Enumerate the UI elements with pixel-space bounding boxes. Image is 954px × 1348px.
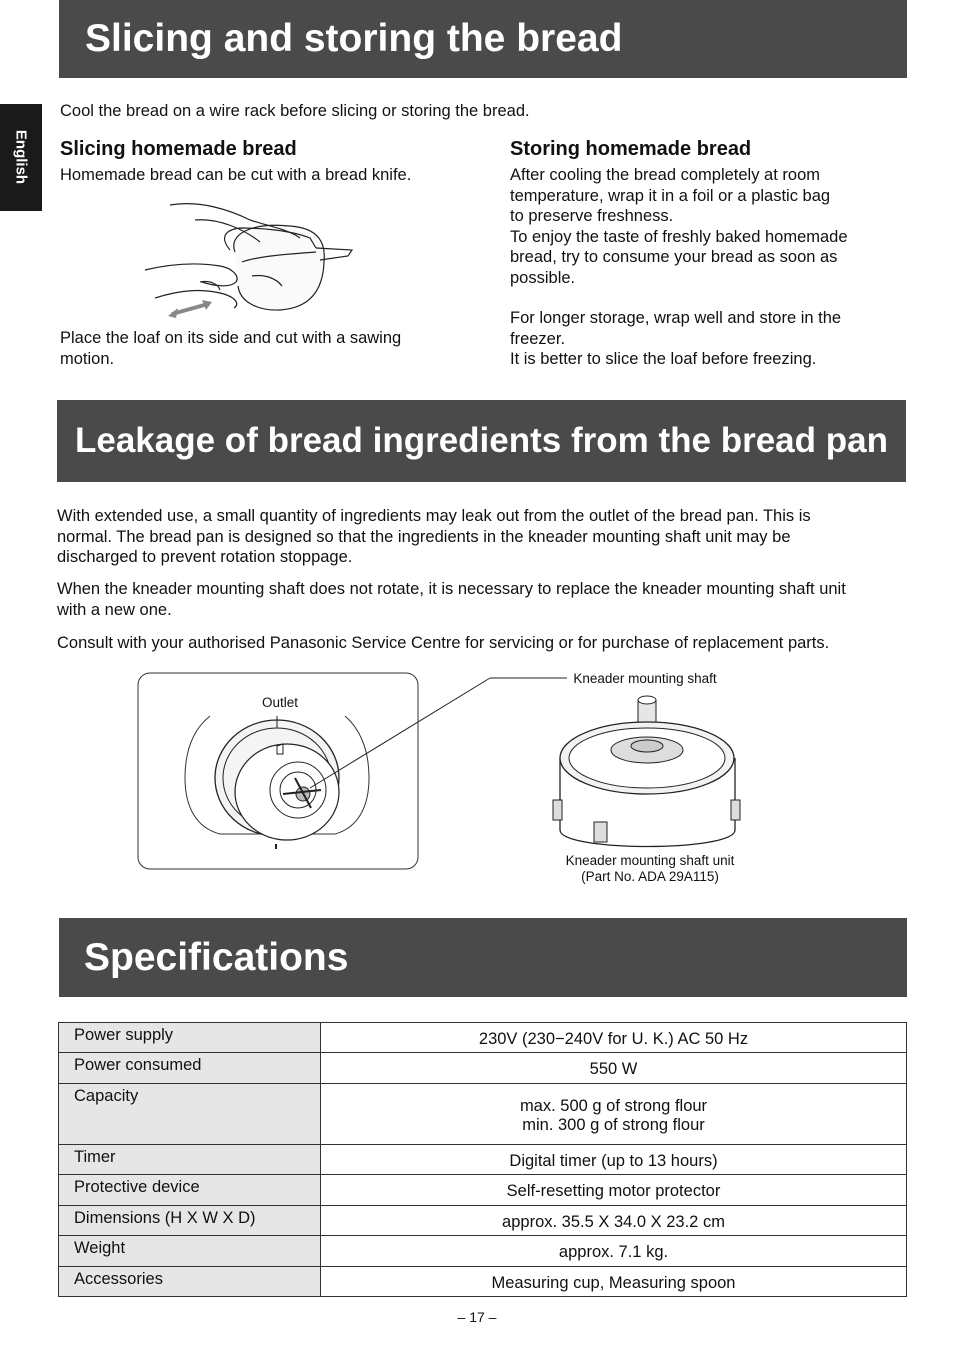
- shaft-label: Kneader mounting shaft: [573, 671, 717, 686]
- spec-key: Power supply: [59, 1023, 321, 1053]
- leakage-line: discharged to prevent rotation stoppage.: [57, 548, 353, 566]
- page-number: – 17 –: [457, 1309, 497, 1325]
- table-row: [59, 1206, 907, 1236]
- leakage-line: with a new one.: [57, 600, 172, 619]
- table-row: [59, 1053, 907, 1084]
- leakage-paragraph-2: [57, 579, 846, 620]
- leakage-line: When the kneader mounting shaft does not rotate, it is necessary to replace the kneader mounting shaft unit: [57, 580, 846, 598]
- spec-value: [321, 1084, 907, 1145]
- spec-value: 230V (230−240V for U. K.) AC 50 Hz: [321, 1023, 907, 1053]
- leakage-paragraph-1: [57, 506, 811, 568]
- storing-line: to preserve freshness.: [510, 207, 674, 225]
- spec-value-line: max. 500 g of strong flour: [519, 1096, 708, 1115]
- section-title-slicing: [59, 0, 907, 78]
- table-row: [59, 1023, 907, 1053]
- storing-line: temperature, wrap it in a foil or a plastic bag: [510, 186, 831, 205]
- section-title-specifications: [59, 918, 907, 997]
- storing-line: bread, try to consume your bread as soon as: [510, 248, 838, 266]
- table-row: [59, 1236, 907, 1267]
- specifications-table: [58, 1022, 907, 1297]
- spec-key: Capacity: [59, 1084, 321, 1145]
- leakage-paragraph-3: Consult with your authorised Panasonic Service Centre for servicing or for purchase of replacement parts.: [57, 634, 830, 652]
- storing-heading: Storing homemade bread: [510, 138, 752, 160]
- storing-line: possible.: [510, 268, 576, 287]
- bread-slicing-illustration: [140, 190, 355, 320]
- unit-label-line: Kneader mounting shaft unit: [565, 853, 735, 868]
- storing-line: To enjoy the taste of freshly baked homemade: [510, 227, 848, 246]
- spec-value: Self-resetting motor protector: [321, 1175, 907, 1206]
- section-title-text: Slicing and storing the bread: [85, 17, 623, 60]
- unit-label: [540, 853, 760, 885]
- leakage-line: normal. The bread pan is designed so that the ingredients in the kneader mounting shaft unit may be: [57, 527, 791, 546]
- intro-text: Cool the bread on a wire rack before slicing or storing the bread.: [60, 102, 530, 120]
- table-row: [59, 1175, 907, 1206]
- spec-key: Dimensions (H X W X D): [59, 1206, 321, 1236]
- spec-value: approx. 7.1 kg.: [321, 1236, 907, 1267]
- spec-value: Measuring cup, Measuring spoon: [321, 1267, 907, 1297]
- spec-key: Power consumed: [59, 1053, 321, 1084]
- spec-key: Protective device: [59, 1175, 321, 1206]
- outlet-label: Outlet: [261, 695, 299, 710]
- spec-key: Timer: [59, 1145, 321, 1175]
- storing-line: freezer.: [510, 329, 566, 348]
- spec-key: Accessories: [59, 1267, 321, 1297]
- storing-line: It is better to slice the loaf before freezing.: [510, 350, 817, 368]
- language-tab-label: English: [12, 129, 30, 185]
- section-title-text: Specifications: [84, 935, 349, 979]
- table-row: [59, 1145, 907, 1175]
- spec-value: approx. 35.5 X 34.0 X 23.2 cm: [321, 1206, 907, 1236]
- storing-line: For longer storage, wrap well and store in the: [510, 309, 842, 327]
- spec-value: 550 W: [321, 1053, 907, 1084]
- storing-text: [510, 165, 848, 370]
- slicing-caption: [60, 328, 401, 369]
- spec-value: Digital timer (up to 13 hours): [321, 1145, 907, 1175]
- slicing-text: Homemade bread can be cut with a bread knife.: [60, 166, 412, 184]
- table-row: [59, 1267, 907, 1297]
- storing-line-blank: [510, 288, 848, 308]
- storing-line: After cooling the bread completely at room: [510, 166, 820, 184]
- part-number-label: (Part No. ADA 29A115): [581, 869, 719, 884]
- leakage-line: With extended use, a small quantity of ingredients may leak out from the outlet of the bread pan. This is: [57, 507, 811, 525]
- section-title-leakage: [57, 400, 906, 482]
- spec-key: Weight: [59, 1236, 321, 1267]
- bread-pan-diagram: [135, 668, 755, 873]
- caption-line: Place the loaf on its side and cut with a sawing: [60, 329, 402, 347]
- spec-value-line: min. 300 g of strong flour: [522, 1115, 705, 1134]
- language-tab: [0, 104, 42, 211]
- table-row: [59, 1084, 907, 1145]
- section-title-text: Leakage of bread ingredients from the bread pan: [75, 421, 888, 460]
- caption-line: motion.: [60, 349, 115, 368]
- slicing-heading: Slicing homemade bread: [60, 138, 297, 160]
